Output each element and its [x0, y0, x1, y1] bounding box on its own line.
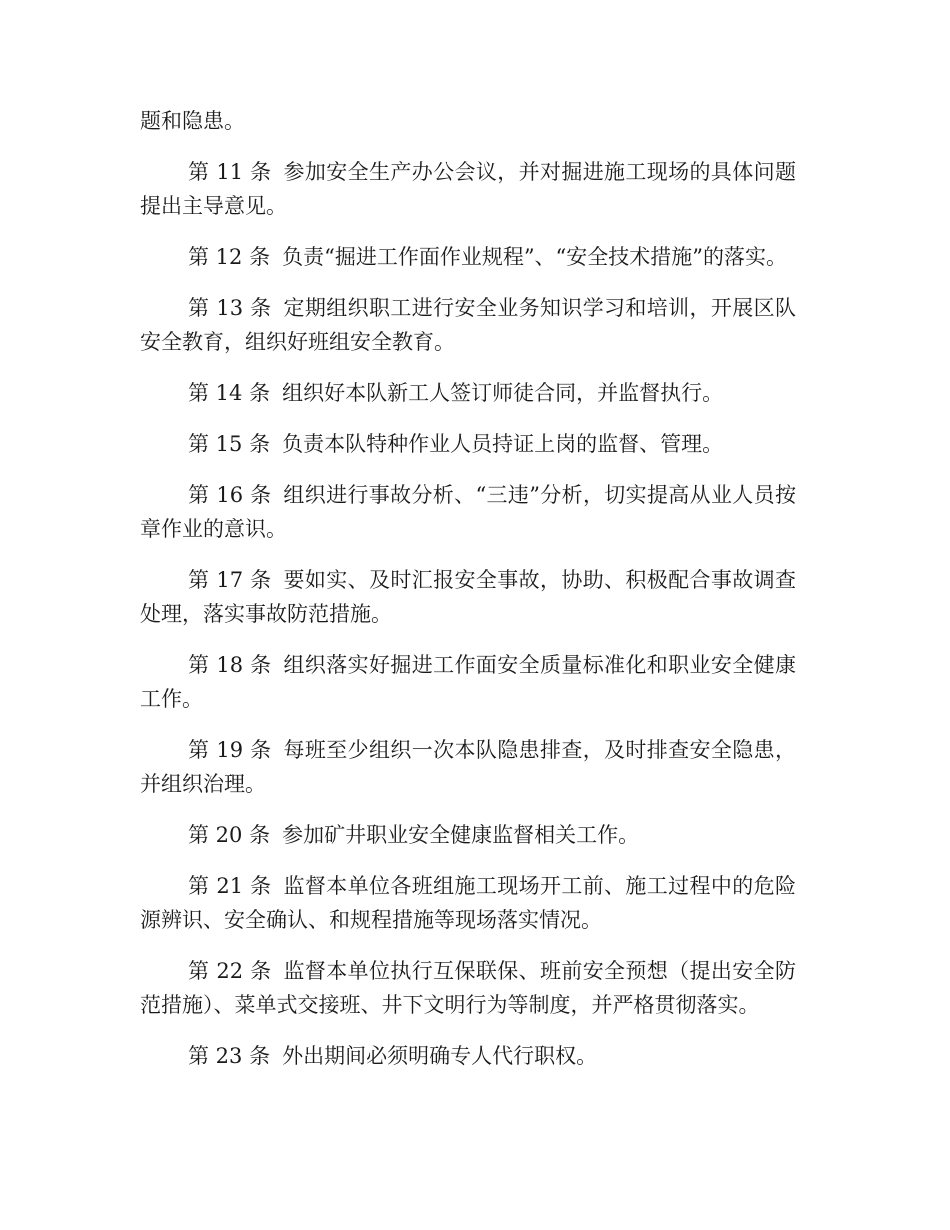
article-number: 第 23 条: [188, 1044, 271, 1068]
article-text: 参加安全生产办公会议，并对掘进施工现场的具体问题提出主导意见。: [140, 160, 796, 218]
article-18: [140, 648, 796, 716]
article-23: [140, 1039, 796, 1073]
article-number: 第 12 条: [188, 245, 271, 269]
article-13: [140, 291, 796, 359]
article-12: [140, 240, 796, 274]
article-14: [140, 376, 796, 410]
article-number: 第 14 条: [188, 381, 271, 405]
article-number: 第 19 条: [188, 738, 272, 762]
continuation-paragraph: 题和隐患。: [140, 109, 245, 133]
article-number: 第 21 条: [188, 874, 272, 898]
article-16: [140, 478, 796, 546]
article-text: 参加矿井职业安全健康监督相关工作。: [282, 823, 640, 847]
article-15: [140, 427, 796, 461]
article-number: 第 17 条: [188, 568, 272, 592]
article-number: 第 13 条: [188, 296, 272, 320]
article-11: [140, 155, 796, 223]
article-text: 外出期间必须明确专人代行职权。: [282, 1044, 598, 1068]
article-text: 负责本队特种作业人员持证上岗的监督、管理。: [282, 432, 724, 456]
article-text: 监督本单位执行互保联保、班前安全预想（提出安全防范措施）、菜单式交接班、井下文明行为等制度，并严格贯彻落实。: [140, 959, 796, 1017]
article-text: 监督本单位各班组施工现场开工前、施工过程中的危险源辨识、安全确认、和规程措施等现场落实情况。: [140, 874, 796, 932]
article-number: 第 18 条: [188, 653, 272, 677]
article-22: [140, 954, 796, 1022]
article-text: 要如实、及时汇报安全事故，协助、积极配合事故调查处理，落实事故防范措施。: [140, 568, 796, 626]
article-text: 定期组织职工进行安全业务知识学习和培训，开展区队安全教育，组织好班组安全教育。: [140, 296, 796, 354]
article-text: 负责“掘进工作面作业规程”、“安全技术措施”的落实。: [282, 245, 788, 269]
article-number: 第 15 条: [188, 432, 271, 456]
article-number: 第 16 条: [188, 483, 272, 507]
document-page: [140, 104, 796, 1090]
article-text: 组织好本队新工人签订师徒合同，并监督执行。: [282, 381, 724, 405]
article-17: [140, 563, 796, 631]
article-text: 组织进行事故分析、“三违”分析，切实提高从业人员按章作业的意识。: [140, 483, 796, 541]
article-number: 第 11 条: [188, 160, 272, 184]
article-text: 组织落实好掘进工作面安全质量标准化和职业安全健康工作。: [140, 653, 796, 711]
article-number: 第 20 条: [188, 823, 271, 847]
article-21: [140, 869, 796, 937]
article-text: 每班至少组织一次本队隐患排查，及时排查安全隐患，并组织治理。: [140, 738, 796, 796]
article-number: 第 22 条: [188, 959, 272, 983]
article-20: [140, 818, 796, 852]
article-19: [140, 733, 796, 801]
